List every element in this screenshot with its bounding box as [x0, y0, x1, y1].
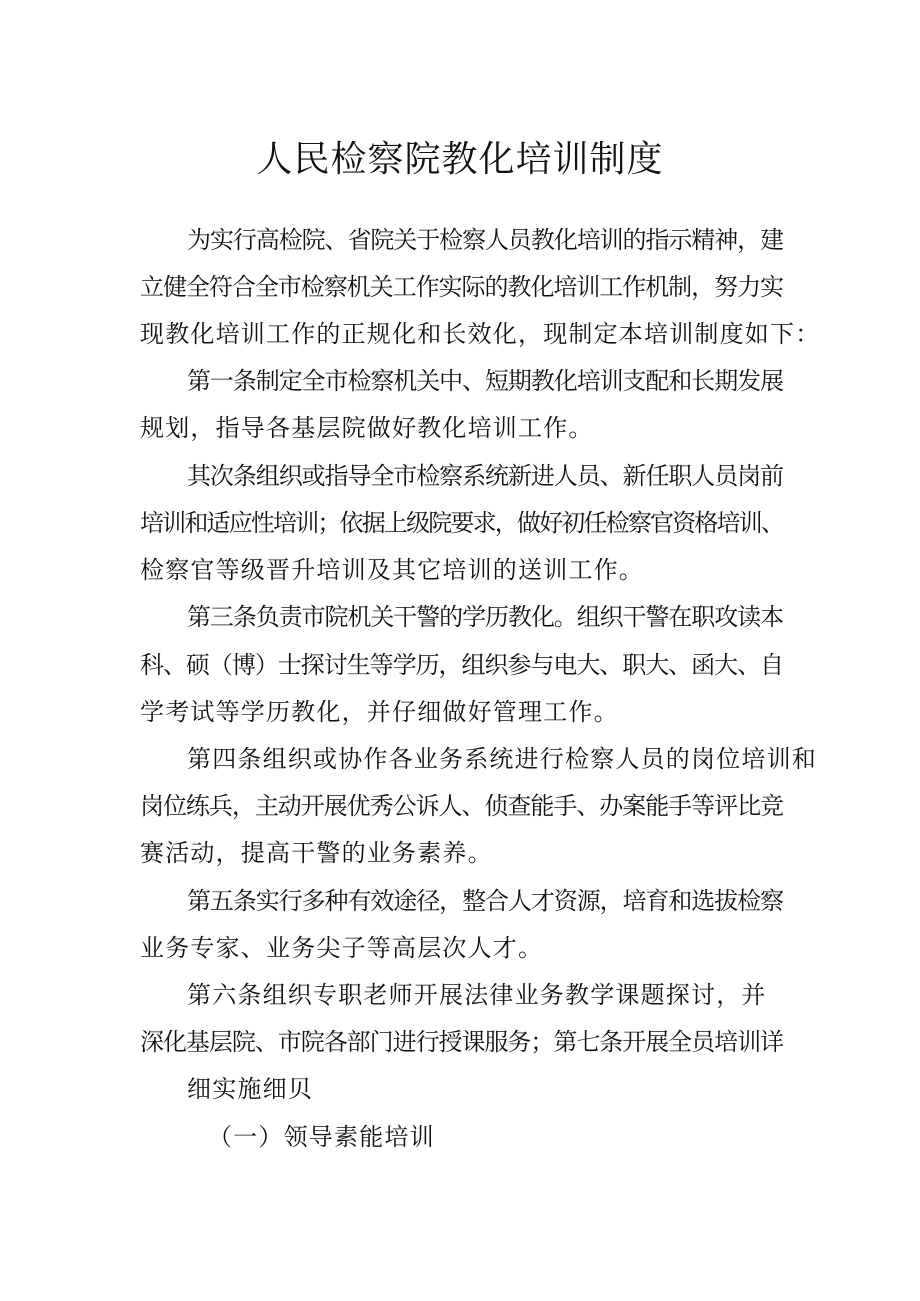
paragraph-line: 第五条实行多种有效途径，整合人才资源，培育和选拔检察	[187, 887, 783, 915]
paragraph-line: 检察官等级晋升培训及其它培训的送训工作。	[140, 556, 644, 584]
paragraph-line: 赛活动，提高干警的业务素养。	[140, 839, 493, 867]
paragraph-line: 其次条组织或指导全市检察系统新进人员、新任职人员岗前	[187, 462, 783, 490]
paragraph-line: 第三条负责市院机关干警的学历教化。组织干警在职攻读本	[187, 603, 783, 631]
paragraph-line: 岗位练兵，主动开展优秀公诉人、侦查能手、办案能手等评比竞	[140, 792, 783, 820]
paragraph-line: 规划，指导各基层院做好教化培训工作。	[140, 414, 594, 442]
paragraph-line: 学考试等学历教化，并仔细做好管理工作。	[140, 698, 619, 726]
paragraph-line: 立健全符合全市检察机关工作实际的教化培训工作机制，努力实	[140, 273, 783, 301]
paragraph-line: 现教化培训工作的正规化和长效化，现制定本培训制度如下：	[140, 320, 821, 348]
paragraph-line: 深化基层院、市院各部门进行授课服务；第七条开展全员培训详	[140, 1028, 783, 1056]
paragraph-line: 第一条制定全市检察机关中、短期教化培训支配和长期发展	[187, 367, 783, 395]
paragraph-line: 业务专家、业务尖子等高层次人才。	[140, 934, 544, 962]
paragraph-line: 为实行高检院、省院关于检察人员教化培训的指示精神，建	[187, 226, 783, 254]
paragraph-line: 培训和适应性培训；依据上级院要求，做好初任检察官资格培训、	[140, 509, 783, 537]
paragraph-line: 第四条组织或协作各业务系统进行检察人员的岗位培训和	[187, 745, 817, 773]
paragraph-line: 细实施细贝	[187, 1075, 313, 1103]
paragraph-line: 科、硕（博）士探讨生等学历，组织参与电大、职大、函大、自	[140, 651, 783, 679]
document-title: 人民检察院教化培训制度	[256, 139, 664, 180]
paragraph-line: 第六条组织专职老师开展法律业务教学课题探讨，并	[187, 981, 767, 1009]
section-heading: （一）领导素能培训	[208, 1123, 435, 1151]
